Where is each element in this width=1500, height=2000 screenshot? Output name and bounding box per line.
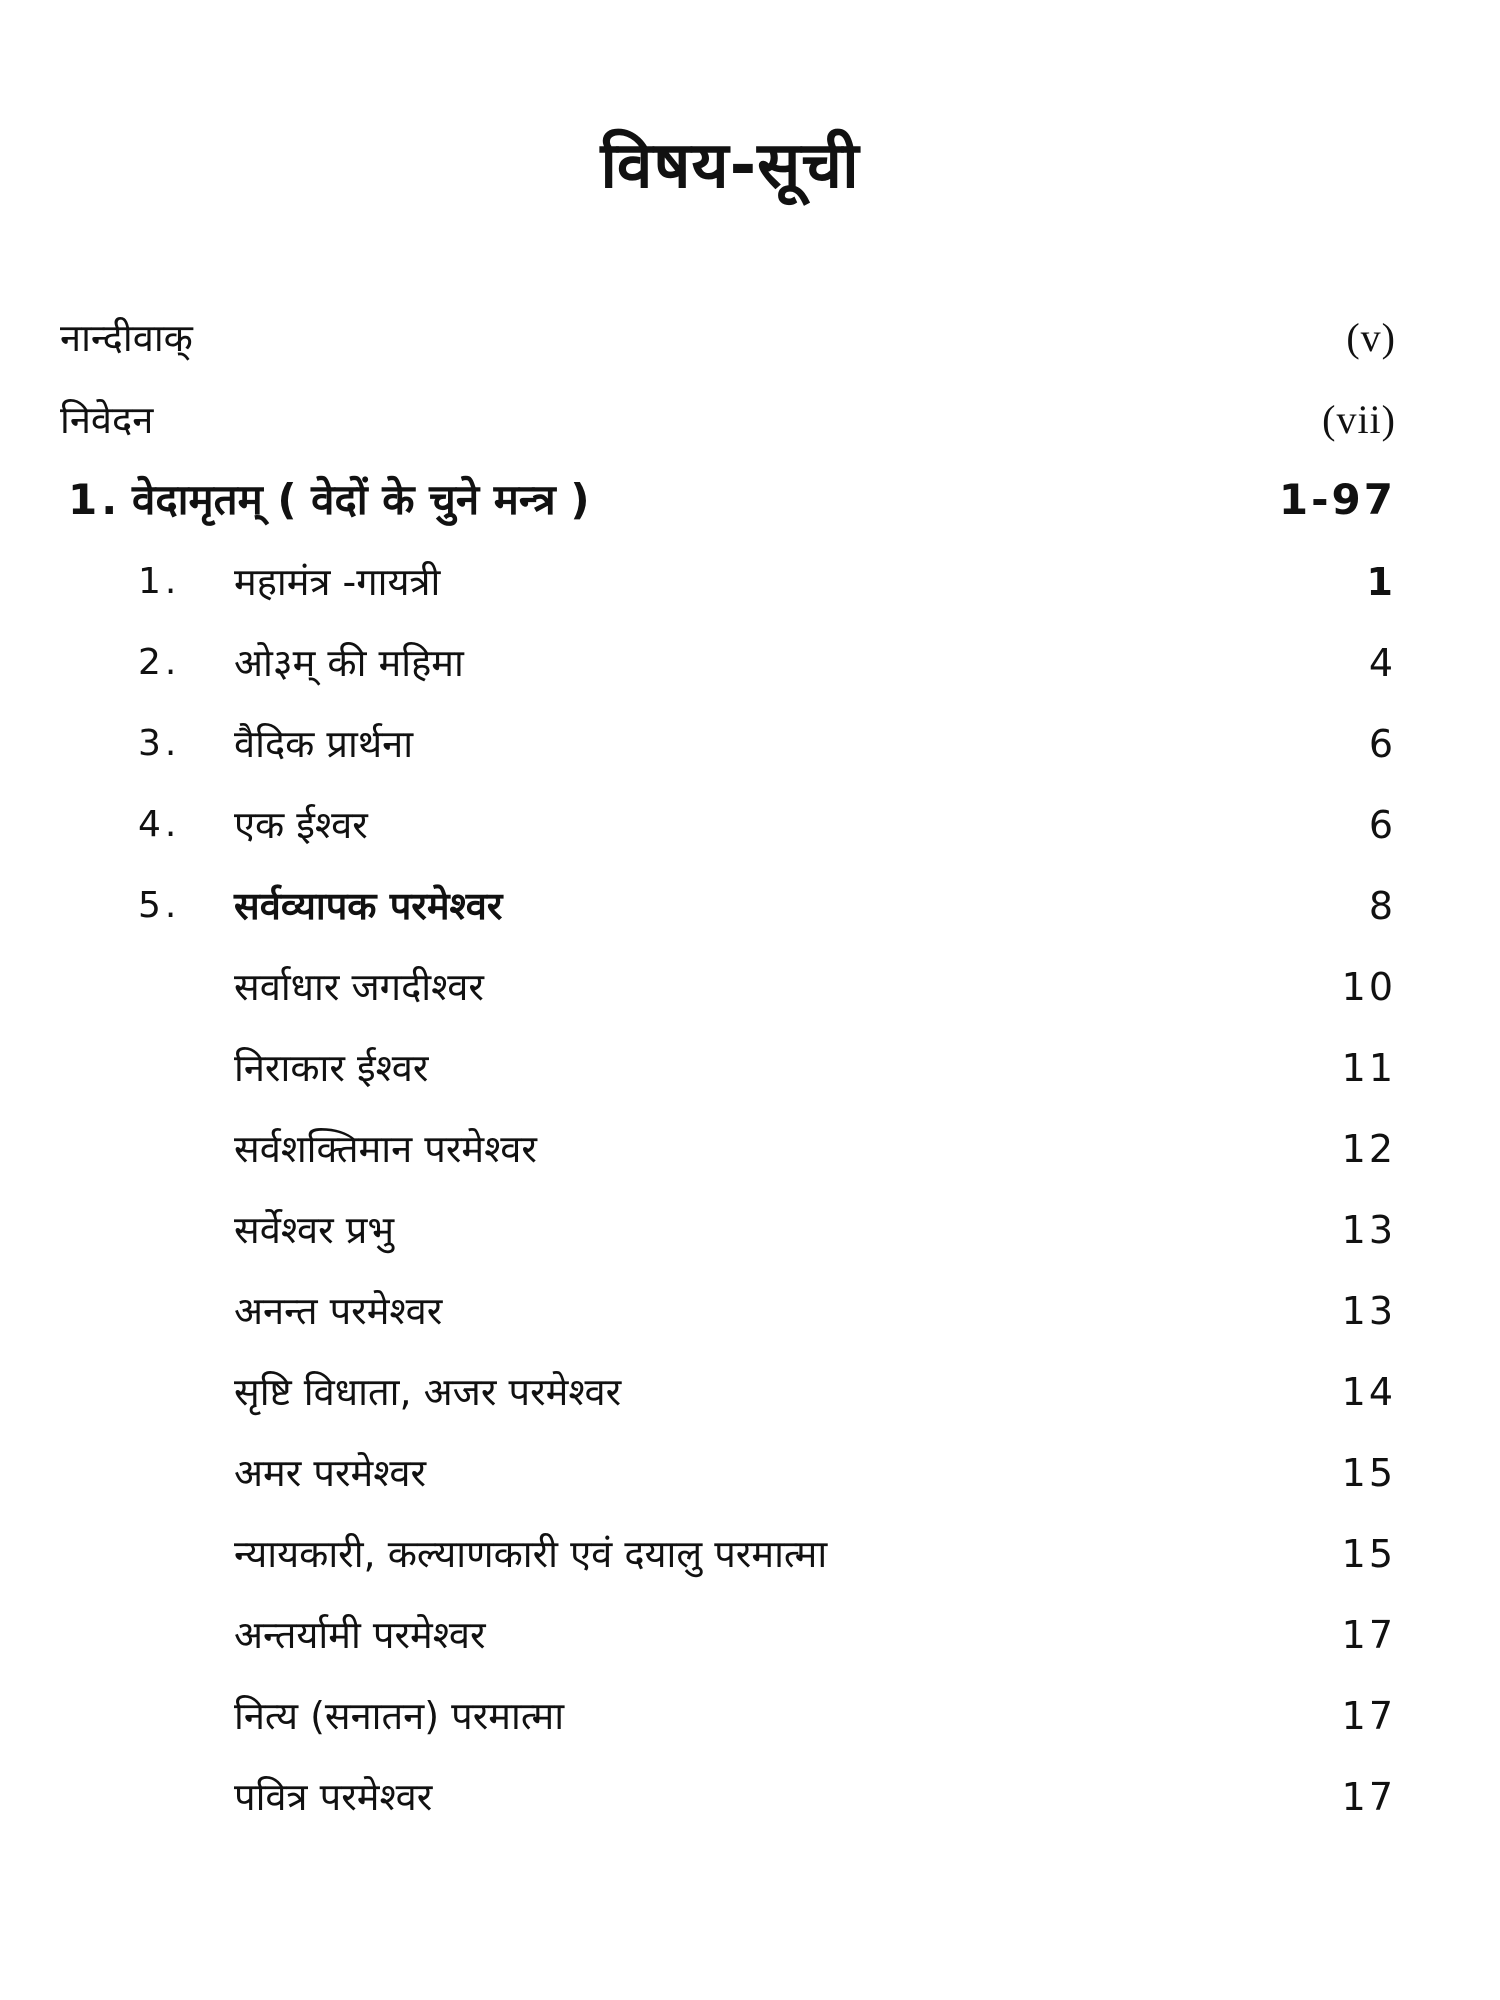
toc-subentry-page: 13 <box>1341 1289 1396 1333</box>
toc-entry-label: वैदिक प्रार्थना <box>234 722 414 766</box>
toc-entry-page: 4 <box>1368 641 1396 685</box>
toc-subentry-page: 12 <box>1341 1127 1396 1171</box>
toc-subentry-page: 13 <box>1341 1208 1396 1252</box>
toc-entry-page: 8 <box>1368 884 1396 928</box>
toc-entry-label: ओ३म् की महिमा <box>234 641 464 685</box>
toc-subentry <box>0 1109 1500 1189</box>
toc-entry-number: 1. <box>138 561 181 602</box>
toc-entry-label: एक ईश्वर <box>234 803 368 847</box>
toc-entry-number: 4. <box>138 804 181 845</box>
toc-subentry-page: 15 <box>1341 1532 1396 1576</box>
toc-entry <box>0 785 1500 865</box>
toc-subentry <box>0 1028 1500 1108</box>
toc-entry-number: 5. <box>138 885 181 926</box>
toc-entry-page: (vii) <box>1322 397 1396 442</box>
toc-subentry-page: 17 <box>1341 1775 1396 1819</box>
toc-subentry <box>0 1190 1500 1270</box>
toc-section-number: 1. <box>68 475 122 524</box>
toc-subentry <box>0 1271 1500 1351</box>
toc-subentry <box>0 947 1500 1027</box>
toc-subentry <box>0 1433 1500 1513</box>
toc-section-heading <box>0 460 1500 540</box>
toc-subentry-page: 14 <box>1341 1370 1396 1414</box>
toc-subentry-label: सर्वाधार जगदीश्वर <box>234 965 484 1009</box>
toc-section-pages: 1-97 <box>1278 475 1396 524</box>
toc-subentry-label: न्यायकारी, कल्याणकारी एवं दयालु परमात्मा <box>234 1532 828 1576</box>
toc-subentry-label: सर्वेश्वर प्रभु <box>234 1208 395 1252</box>
toc-entry-page: 1 <box>1366 560 1396 604</box>
toc-entry <box>0 866 1500 946</box>
toc-subentry-label: पवित्र परमेश्वर <box>234 1775 433 1819</box>
toc-entry-page: 6 <box>1368 803 1396 847</box>
toc-entry <box>0 542 1500 622</box>
toc-section-label: वेदामृतम् ( वेदों के चुने मन्त्र ) <box>132 475 590 524</box>
toc-entry-label: नान्दीवाक् <box>60 316 193 360</box>
toc-subentry-label: अन्तर्यामी परमेश्वर <box>234 1613 486 1657</box>
toc-subentry-page: 10 <box>1341 965 1396 1009</box>
toc-entry <box>0 704 1500 784</box>
toc-subentry-page: 11 <box>1341 1046 1396 1090</box>
toc-entry-page: (v) <box>1346 315 1396 360</box>
toc-subentry-label: निराकार ईश्वर <box>234 1046 429 1090</box>
toc-entry <box>0 623 1500 703</box>
toc-subentry-page: 17 <box>1341 1694 1396 1738</box>
toc-entry-label: महामंत्र -गायत्री <box>234 560 441 604</box>
toc-subentry <box>0 1352 1500 1432</box>
toc-subentry-page: 17 <box>1341 1613 1396 1657</box>
toc-entry-number: 2. <box>138 642 181 683</box>
toc-entry <box>0 380 1500 460</box>
toc-subentry <box>0 1595 1500 1675</box>
toc-subentry-label: सृष्टि विधाता, अजर परमेश्वर <box>234 1370 622 1414</box>
toc-subentry-label: नित्य (सनातन) परमात्मा <box>234 1694 565 1738</box>
toc-entry-label: निवेदन <box>60 398 154 442</box>
toc-entry-number: 3. <box>138 723 181 764</box>
toc-subentry <box>0 1514 1500 1594</box>
page-title: विषय-सूची <box>600 129 860 203</box>
toc-subentry-label: अनन्त परमेश्वर <box>234 1289 443 1333</box>
toc-subentry <box>0 1757 1500 1837</box>
toc-subentry-label: अमर परमेश्वर <box>234 1451 427 1495</box>
toc-entry <box>0 298 1500 378</box>
toc-entry-label: सर्वव्यापक परमेश्वर <box>234 884 503 928</box>
toc-subentry <box>0 1676 1500 1756</box>
toc-subentry-label: सर्वशक्तिमान परमेश्वर <box>234 1127 537 1171</box>
toc-subentry-page: 15 <box>1341 1451 1396 1495</box>
toc-entry-page: 6 <box>1368 722 1396 766</box>
